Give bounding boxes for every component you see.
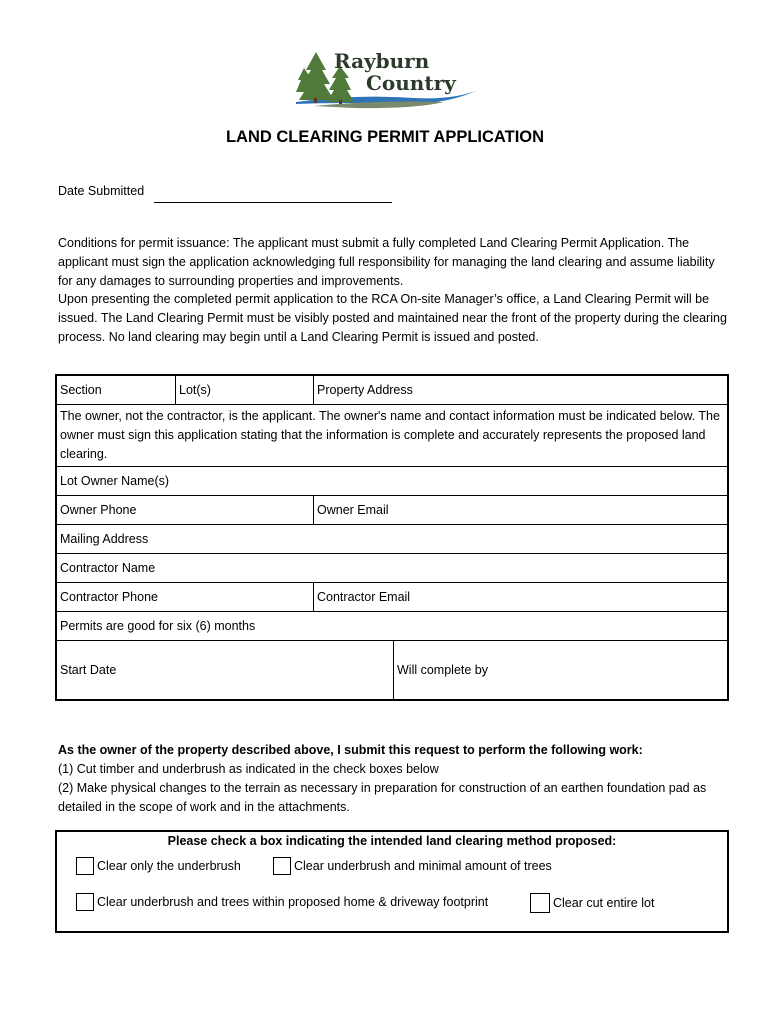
- option-footprint: [76, 893, 488, 911]
- will-complete-by-field[interactable]: [393, 641, 727, 699]
- date-submitted-label: Date Submitted: [58, 184, 145, 198]
- rayburn-country-logo: [294, 48, 480, 110]
- conditions-paragraph-2: Upon presenting the completed permit application to the RCA On-site Manager’s office, a Land Clearing Permit will be issued. The Land Clearing Permit must be visibly posted and maintained near the front of the property during the clearing process. No land clearing may begin until a Land Clearing Permit is issued and posted.: [58, 292, 727, 344]
- form-row-owner-names: [57, 467, 727, 496]
- form-row-location: [57, 376, 727, 405]
- option-underbrush-minimal-trees: [273, 857, 552, 875]
- clearing-method-title: Please check a box indicating the intended land clearing method proposed:: [167, 834, 617, 848]
- lots-label: Lot(s): [179, 383, 211, 397]
- mailing-address-field[interactable]: [57, 525, 727, 553]
- owner-email-label: Owner Email: [317, 503, 389, 517]
- option-underbrush-only: [76, 857, 241, 875]
- option-underbrush-minimal-trees-label: Clear underbrush and minimal amount of trees: [294, 859, 552, 873]
- option-footprint-label: Clear underbrush and trees within proposed home & driveway footprint: [97, 895, 489, 909]
- logo-line1: Rayburn: [334, 49, 430, 73]
- option-clear-cut: [530, 893, 654, 913]
- checkbox-underbrush-only[interactable]: [76, 857, 94, 875]
- logo-line2: Country: [366, 71, 456, 95]
- contractor-phone-field[interactable]: [57, 583, 313, 611]
- work-item-2: (2) Make physical changes to the terrain as necessary in preparation for construction of an earthen foundation pad as detailed in the scope of work and in the attachments.: [58, 781, 707, 814]
- owner-phone-label: Owner Phone: [60, 503, 137, 517]
- page-title: LAND CLEARING PERMIT APPLICATION: [225, 128, 545, 146]
- form-row-mailing: [57, 525, 727, 554]
- contractor-name-label: Contractor Name: [60, 561, 156, 575]
- work-statement: [58, 741, 728, 817]
- application-form-table: [55, 374, 729, 701]
- lots-field[interactable]: [175, 376, 313, 404]
- property-address-field[interactable]: [313, 376, 727, 404]
- clearing-method-box: [55, 830, 729, 933]
- form-row-dates: [57, 641, 727, 699]
- owner-note: The owner, not the contractor, is the applicant. The owner's name and contact information must be indicated below. The owner must sign this application stating that the information is complete and accurately represents the proposed land clearing.: [57, 405, 727, 467]
- section-field[interactable]: [57, 376, 175, 404]
- lot-owner-names-label: Lot Owner Name(s): [60, 474, 170, 488]
- checkbox-clear-cut[interactable]: [530, 893, 550, 913]
- mailing-address-label: Mailing Address: [60, 532, 149, 546]
- will-complete-by-label: Will complete by: [397, 663, 488, 677]
- date-submitted-field[interactable]: [154, 202, 392, 203]
- property-address-label: Property Address: [317, 383, 413, 397]
- form-row-contractor-contact: [57, 583, 727, 612]
- form-row-permit-validity: [57, 612, 727, 641]
- logo-graphic: [294, 48, 480, 110]
- work-intro: As the owner of the property described above, I submit this request to perform the following work:: [58, 743, 643, 757]
- start-date-field[interactable]: [57, 641, 393, 699]
- owner-phone-field[interactable]: [57, 496, 313, 524]
- contractor-email-label: Contractor Email: [317, 590, 411, 604]
- checkbox-underbrush-minimal-trees[interactable]: [273, 857, 291, 875]
- permit-validity-label: Permits are good for six (6) months: [60, 619, 256, 633]
- option-underbrush-only-label: Clear only the underbrush: [97, 859, 241, 873]
- form-row-owner-contact: [57, 496, 727, 525]
- start-date-label: Start Date: [60, 663, 117, 677]
- permit-validity-note: [57, 612, 727, 640]
- contractor-email-field[interactable]: [313, 583, 727, 611]
- section-label: Section: [60, 383, 102, 397]
- contractor-phone-label: Contractor Phone: [60, 590, 158, 604]
- contractor-name-field[interactable]: [57, 554, 727, 582]
- form-row-contractor-name: [57, 554, 727, 583]
- owner-email-field[interactable]: [313, 496, 727, 524]
- lot-owner-names-field[interactable]: [57, 467, 727, 495]
- work-item-1: (1) Cut timber and underbrush as indicated in the check boxes below: [58, 762, 439, 776]
- checkbox-footprint[interactable]: [76, 893, 94, 911]
- option-clear-cut-label: Clear cut entire lot: [553, 896, 655, 910]
- conditions-paragraph-1: Conditions for permit issuance: The applicant must submit a fully completed Land Clearing Permit Application. The applicant must sign the application acknowledging full responsibility for managing the land clearing and assume liability for any damages to surrounding properties and improvements.: [58, 236, 715, 288]
